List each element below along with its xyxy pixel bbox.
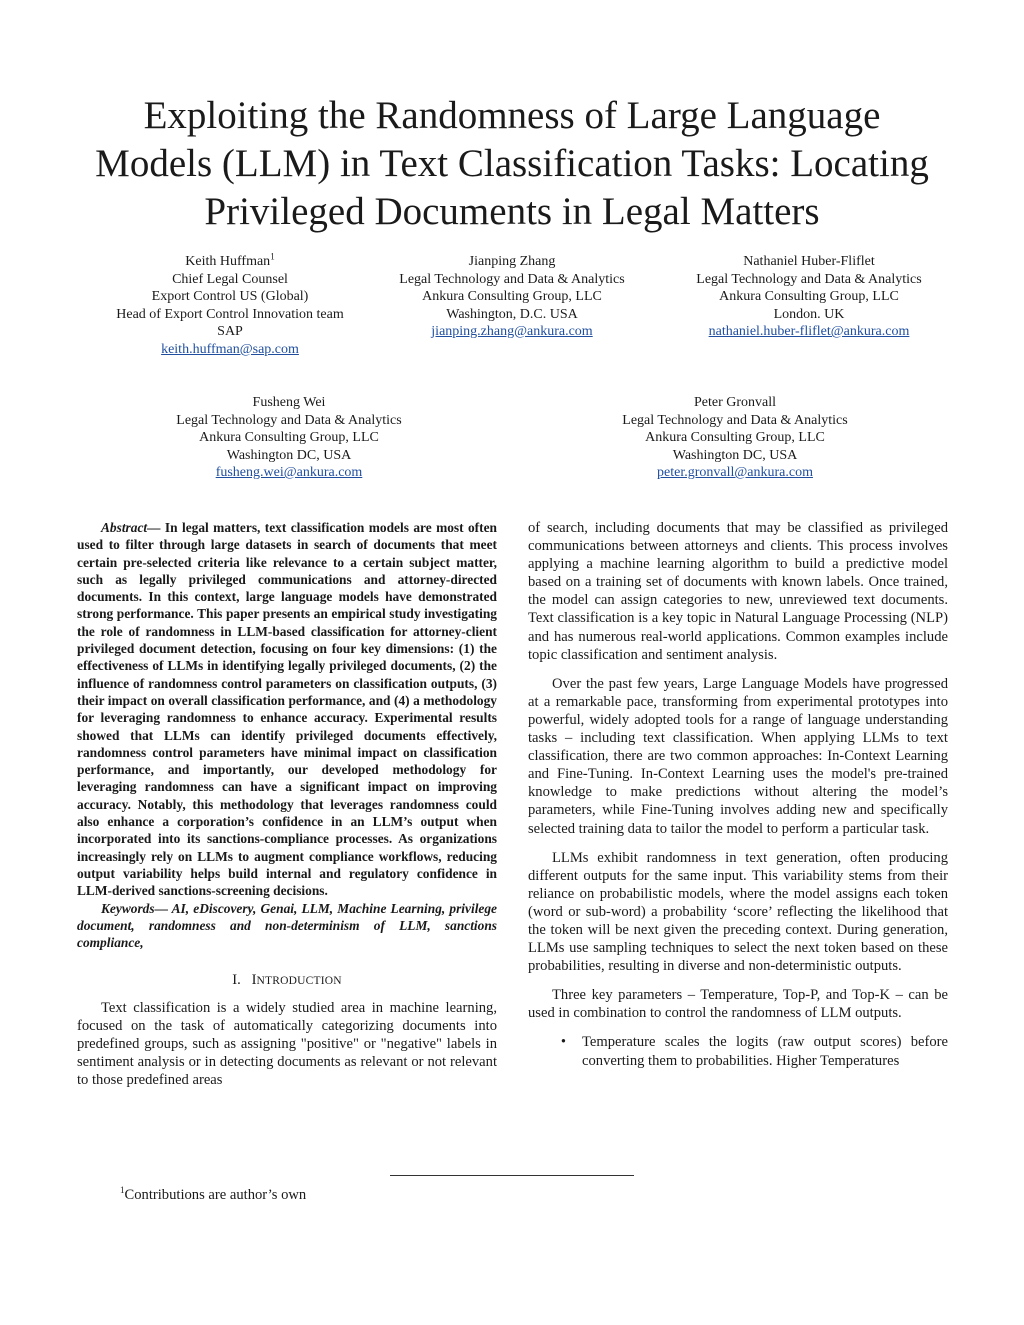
author-name: Fusheng Wei xyxy=(252,395,326,410)
footnote xyxy=(120,1186,306,1204)
author-name: Peter Gronvall xyxy=(693,395,777,410)
author-block-huber-fliflet xyxy=(659,253,959,341)
author-affiliation: Washington, D.C. USA xyxy=(446,306,578,322)
bullet-icon: • xyxy=(560,1034,566,1051)
footnote-text: Contributions are author’s own xyxy=(124,1187,307,1203)
footnote-mark: 1 xyxy=(120,1185,125,1196)
section-title-rest: NTRODUCTION xyxy=(256,975,342,988)
keywords: Keywords— AI, eDiscovery, Genai, LLM, Machine Learning, privilege document, randomness and non-determinism of LLM, sanctions compliance, xyxy=(77,900,497,951)
author-email-link[interactable]: fusheng.wei@ankura.com xyxy=(215,465,363,480)
author-affiliation: Legal Technology and Data & Analytics xyxy=(399,271,625,287)
title-line: Privileged Documents in Legal Matters xyxy=(204,190,820,233)
body-paragraph: Three key parameters – Temperature, Top-P, and Top-K – can be used in combination to control the randomness of LLM outputs. xyxy=(528,987,948,1022)
title-line: Exploiting the Randomness of Large Language xyxy=(143,94,881,137)
author-affiliation: Chief Legal Counsel xyxy=(172,271,288,287)
section-heading-introduction xyxy=(77,971,497,990)
author-affiliation: Ankura Consulting Group, LLC xyxy=(422,289,602,304)
footnote-mark: 1 xyxy=(270,251,275,262)
left-column xyxy=(77,519,497,1089)
author-email-link[interactable]: keith.huffman@sap.com xyxy=(161,341,299,357)
author-affiliation: Legal Technology and Data & Analytics xyxy=(176,412,402,428)
author-email-link[interactable]: jianping.zhang@ankura.com xyxy=(431,324,593,339)
section-number: I. xyxy=(232,972,241,989)
author-affiliation: Head of Export Control Innovation team xyxy=(116,306,344,322)
author-affiliation: Ankura Consulting Group, LLC xyxy=(719,289,899,304)
author-block-gronvall xyxy=(585,394,885,482)
author-email-link[interactable]: nathaniel.huber-fliflet@ankura.com xyxy=(708,324,910,339)
author-name: Keith Huffman$^1$ xyxy=(185,251,275,269)
body-paragraph: LLMs exhibit randomness in text generation, often producing different outputs for the same input. This variability stems from their reliance on probabilistic models, where the model assigns each token (word or sub-word) a probability ‘score’ reflecting the likelihood that the token will be next given the preceding context. During generation, LLMs use sampling techniques to select the next token based on these probabilities, resulting in diverse and non-deterministic outputs. xyxy=(528,849,948,975)
author-affiliation: SAP xyxy=(217,324,243,339)
right-column xyxy=(528,519,948,1070)
author-affiliation: Ankura Consulting Group, LLC xyxy=(199,430,379,445)
bullet-text: Temperature scales the logits (raw output scores) before converting them to probabilities. Higher Temperatures xyxy=(582,1034,948,1069)
author-block-zhang xyxy=(362,253,662,341)
body-paragraph: of search, including documents that may be classified as privileged communications between attorneys and clients. This process involves applying a machine learning algorithm to build a predictive model based on a training set of documents with known labels. Once trained, the model can assign categories to new, unreviewed text documents. Text classification is a key topic in Natural Language Processing (NLP) and has numerous real-world applications. Common examples include topic classification and sentiment analysis. xyxy=(528,520,948,663)
body-paragraph: Over the past few years, Large Language Models have progressed at a remarkable pace, transforming from experimental prototypes into powerful, widely adopted tools for a range of language understanding tasks – including text classification. When applying LLMs to text classification, there are two common approaches: In-Context Learning and Fine-Tuning. In-Context Learning uses the model's pre-trained knowledge to make predictions without altering the model’s parameters, while Fine-Tuning involves adding new and specifically selected training data to tailor the model to perform a particular task. xyxy=(528,675,948,837)
author-name: Jianping Zhang xyxy=(468,254,556,269)
section-title-initial: I xyxy=(251,972,257,989)
author-affiliation: Legal Technology and Data & Analytics xyxy=(696,271,922,287)
author-affiliation: Legal Technology and Data & Analytics xyxy=(622,412,848,428)
footnote-divider xyxy=(390,1175,634,1176)
author-name: Nathaniel Huber-Fliflet xyxy=(743,254,875,269)
title-line: Models (LLM) in Text Classification Tasks: Locating xyxy=(95,142,929,185)
paper-title xyxy=(60,92,964,236)
author-block-huffman xyxy=(80,253,380,358)
author-affiliation: London. UK xyxy=(773,306,845,322)
intro-paragraph: Text classification is a widely studied area in machine learning, focused on the task of automatically categorizing documents into predefined groups, such as assigning "positive" or "negative" labels in sentiment analysis or in detecting documents as relevant or not relevant to those predefined areas xyxy=(77,999,497,1088)
author-affiliation: Washington DC, USA xyxy=(672,447,798,463)
author-affiliation: Export Control US (Global) xyxy=(151,289,309,304)
author-affiliation: Ankura Consulting Group, LLC xyxy=(645,430,825,445)
bullet-item xyxy=(528,1033,948,1069)
author-block-wei xyxy=(139,394,439,482)
author-email-link[interactable]: peter.gronvall@ankura.com xyxy=(657,465,813,480)
abstract xyxy=(77,519,497,900)
author-affiliation: Washington DC, USA xyxy=(226,447,352,463)
abstract-body: In legal matters, text classification models are most often used to filter through large datasets in search of documents that meet certain pre-selected criteria like relevance to a certain subject matter, such as legally privileged communications and attorney-directed documents. In this context, large language models have demonstrated strong performance. This paper presents an empirical study investigating the role of randomness in LLM-based classification for attorney-client privileged document detection, focusing on four key dimensions: (1) the effectiveness of LLMs in identifying legally privileged documents, (2) the influence of randomness control parameters on classification outputs, (3) their impact on overall classification performance, and (4) a methodology for leveraging randomness to enhance accuracy. Experimental results showed that LLMs can identify privileged documents effectively, randomness control parameters have minimal impact on classification performance, and importantly, our developed methodology for leveraging randomness can have a significant impact on improving accuracy. Notably, this methodology that leverages randomness could also enhance a corporation’s confidence in an LLM’s output when incorporated into its sanctions-compliance processes. As organizations increasingly rely on LLMs to augment compliance workflows, reducing output variability helps build internal and regulatory confidence in LLM-derived sanctions-screening decisions. xyxy=(77,520,497,899)
abstract-label: Abstract— xyxy=(101,520,161,535)
